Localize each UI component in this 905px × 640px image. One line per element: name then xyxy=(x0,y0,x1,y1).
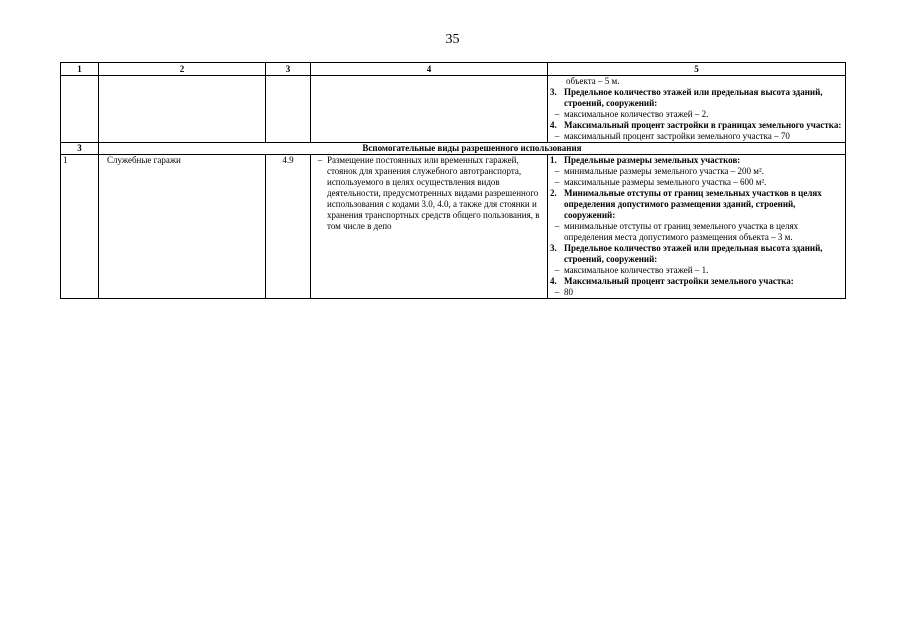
regulations-table xyxy=(60,62,846,299)
list-marker: 1. xyxy=(550,155,557,165)
list-marker: – xyxy=(554,221,560,231)
cell xyxy=(61,76,99,143)
list-marker: – xyxy=(317,155,323,165)
header-cell: 1 xyxy=(61,63,99,76)
list-item xyxy=(550,166,843,177)
list-marker: 3. xyxy=(550,243,557,253)
item-text: минимальные размеры земельного участка – 200 м². xyxy=(564,166,764,176)
section-header-row xyxy=(61,143,846,155)
list-marker: – xyxy=(554,177,560,187)
list-marker: – xyxy=(554,131,560,141)
header-cell: 2 xyxy=(99,63,266,76)
cell xyxy=(311,76,548,143)
numbered-heading xyxy=(550,188,843,221)
item-text: минимальные отступы от границ земельного участка в целях определения места допустимого размещения объекта – 3 м. xyxy=(564,221,799,242)
item-text: максимальные размеры земельного участка – 600 м². xyxy=(564,177,767,187)
numbered-heading xyxy=(550,87,843,109)
numbered-heading xyxy=(550,276,843,287)
column-number-header xyxy=(61,63,846,76)
numbered-heading xyxy=(550,243,843,265)
list-marker: – xyxy=(554,166,560,176)
list-marker: – xyxy=(554,287,560,297)
list-item xyxy=(550,109,843,120)
list-marker: – xyxy=(554,109,560,119)
list-marker: 2. xyxy=(550,188,557,198)
list-item xyxy=(550,265,843,276)
item-text: максимальное количество этажей – 2. xyxy=(564,109,709,119)
item-text: 80 xyxy=(564,287,573,297)
item-text: Предельное количество этажей или предельная высота зданий, строений, сооружений: xyxy=(564,87,823,108)
list-marker: 4. xyxy=(550,276,557,286)
item-text: Минимальные отступы от границ земельных участков в целях определения допустимого размещения зданий, строений, сооружений: xyxy=(564,188,822,220)
item-text: Предельное количество этажей или предельная высота зданий, строений, сооружений: xyxy=(564,243,823,264)
cell xyxy=(266,76,311,143)
item-text: максимальное количество этажей – 1. xyxy=(564,265,709,275)
use-type-name: Служебные гаражи xyxy=(99,155,266,299)
section-number: 3 xyxy=(61,143,99,155)
header-cell: 3 xyxy=(266,63,311,76)
list-item xyxy=(550,287,843,298)
list-marker: 4. xyxy=(550,120,557,130)
cell xyxy=(99,76,266,143)
use-type-code: 4.9 xyxy=(266,155,311,299)
list-marker: 3. xyxy=(550,87,557,97)
item-text: Максимальный процент застройки земельного участка: xyxy=(564,276,794,286)
parameters-cell xyxy=(548,155,846,299)
list-item xyxy=(550,177,843,188)
item-text: максимальный процент застройки земельного участка – 70 xyxy=(564,131,790,141)
list-item: объекта – 5 м. xyxy=(566,76,620,86)
header-cell: 5 xyxy=(548,63,846,76)
page-number: 35 xyxy=(445,32,460,47)
header-cell: 4 xyxy=(311,63,548,76)
section-title: Вспомогательные виды разрешенного использования xyxy=(99,143,846,155)
table-row xyxy=(61,155,846,299)
row-number: 1 xyxy=(61,155,99,299)
numbered-heading xyxy=(550,120,843,131)
description-text: Размещение постоянных или временных гаражей, стоянок для хранения служебного автотранспорта, используемого в целях осуществления видов деятельности, предусмотренных видами разрешенного использования с кодами 3.0, 4.0, а также для стоянки и хранения транспортных средств общего пользования, в том числе в депо xyxy=(327,155,540,231)
item-text: Предельные размеры земельных участков: xyxy=(564,155,741,165)
list-item xyxy=(550,131,843,142)
list-item xyxy=(550,221,843,243)
item-text: Максимальный процент застройки в границах земельного участка: xyxy=(564,120,842,130)
continuation-parameters-cell xyxy=(548,76,846,143)
continuation-row xyxy=(61,76,846,143)
list-marker: – xyxy=(554,265,560,275)
use-type-description xyxy=(311,155,548,299)
numbered-heading xyxy=(550,155,843,166)
